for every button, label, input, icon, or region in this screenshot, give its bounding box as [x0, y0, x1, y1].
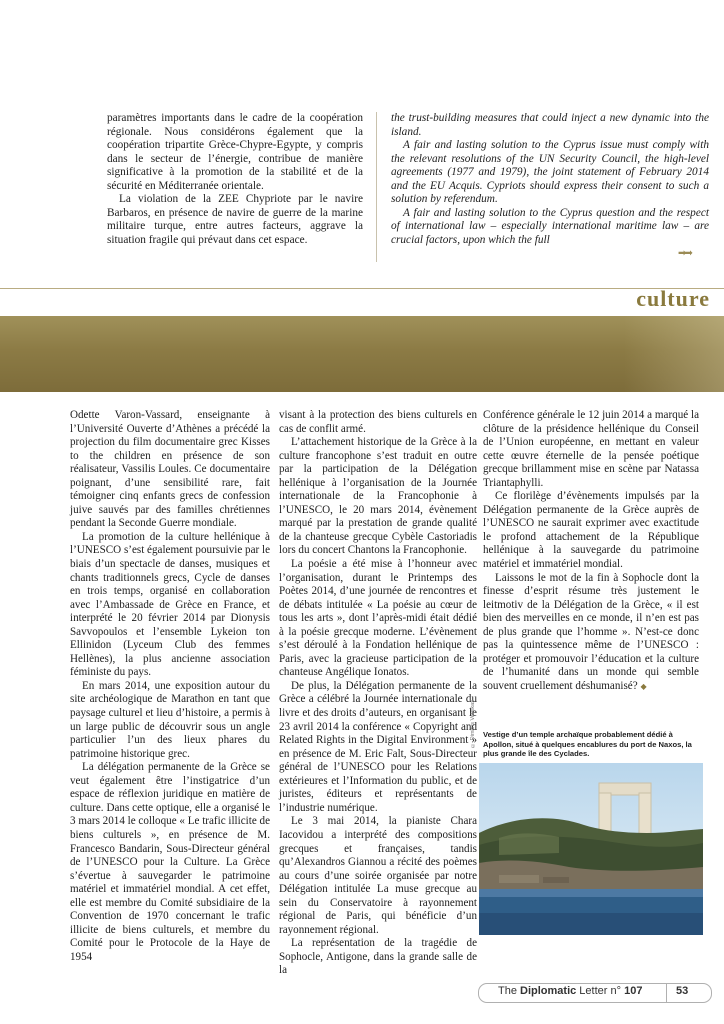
article-column-2 [279, 409, 477, 978]
section-title: culture [636, 286, 710, 311]
article-column-3 [483, 409, 699, 693]
paragraph: Ce florilège d’évènements impulsés par la Délégation permanente de la Grèce auprès de l’UNESCO ne saurait exprimer avec exactitude le profond attachement de la République hellénique à la sauvegarde du patrimoine matériel et immatériel mondial. [483, 490, 699, 571]
top-right-column [391, 112, 709, 247]
magazine-pre: The [498, 985, 521, 997]
paragraph: La poésie a été mise à l’honneur avec l’organisation, durant le Printemps des Poètes 2014, d’une journée de rencontres et de débats intitulée « La poésie au cœur de tous les arts », dont l’après-midi était dédié à la poésie grecque moderne. L’évènement s’est déroulé à la Fondation hellénique de Paris, avec la gracieuse participation de la chanteuse Angélique Ionatos. [279, 558, 477, 679]
paragraph: the trust-building measures that could inject a new dynamic into the island. [391, 112, 709, 138]
banner-highlight [624, 316, 724, 392]
photo-illustration [479, 763, 703, 935]
magazine-name [498, 985, 642, 997]
paragraph: paramètres importants dans le cadre de la coopération régionale. Nous considérons également que la coopération tripartite Grèce-Chypre-Egypte, y compris dans le secteur de l’énergie, contribue de manière significative à la promotion de la stabilité et de la sécurité en Méditerranée orientale. [107, 112, 363, 192]
paragraph: La violation de la ZEE Chypriote par le navire Barbaros, en présence de navire de guerre de la marine militaire turque, entre autres facteurs, aggrave la situation fragile qui prévaut dans cet espace. [107, 193, 363, 246]
page-number: 53 [676, 985, 689, 997]
paragraph: En mars 2014, une exposition autour du site archéologique de Marathon en tant que paysage culturel et lieu d’histoire, a permis à un large public de découvrir sous un angle particulier l’un des lieux phares du patrimoine historique grec. [70, 679, 270, 760]
paragraph: La représentation de la tragédie de Sophocle, Antigone, dans la grande salle de la [279, 937, 477, 977]
top-left-column [107, 112, 363, 247]
issue-number: 107 [624, 985, 643, 997]
paragraph: La promotion de la culture hellénique à l’UNESCO s’est également poursuivie par le biais d’un spectacle de danses, musiques et chants traditionnels grecs, Cycle de danses en trois temps, organisé en collaboration avec l’Ambassade de Grèce en France, et interprété le 20 février 2014 par Dionysis Savvopoulos et l’ensemble Lykeion ton Ellinidon (Lyceum Club des femmes Hellènes), la plus ancienne association féministe du pays. [70, 530, 270, 679]
paragraph: Le 3 mai 2014, la pianiste Chara Iacovidou a interprété des compositions grecques et françaises, tandis qu’Alexandros Giannou a récité des poèmes au cours d’une soirée organisée par notre Délégation intitulée La muse grecque au sein du Conservatoire à rayonnement régional de Paris, qui bénéficie d’un rayonnement régional. [279, 815, 477, 936]
section-rule [0, 288, 724, 289]
footer-separator [666, 984, 667, 1002]
paragraph: L’attachement historique de la Grèce à la culture francophone s’est traduit en outre par la participation de la Délégation hellénique à l’organisation de la Journée internationale de la Francophonie à l’UNESCO, le 20 mars 2014, évènement marqué par la prestation de grande qualité de la chanteuse grecque Cybèle Castoriadis lors du concert Chantons la Francophonie. [279, 436, 477, 557]
paragraph: La délégation permanente de la Grèce se veut également être l’instigatrice d’un espace de réflexion juridique en matière de culture. Dans cette optique, elle a organisé le 3 mars 2014 le colloque « Le trafic illicite de biens culturels », en présence de M. Francesco Bandarin, Sous-Directeur général de l’UNESCO pour la Culture. La Grèce s’évertue à sauvegarder le patrimoine matériel et immatériel mondial. A cet effet, elle est membre du Comité subsidiaire de la Convention de 1970 concernant le trafic illicite de biens culturels, et membre du Comité pour le Protocole de la Haye de 1954 [70, 761, 270, 963]
paragraph: A fair and lasting solution to the Cyprus issue must comply with the relevant resolutions of the UN Security Council, the high-level agreements (1977 and 1979), the joint statement of February 2014 and the EU Acquis. Cypriots should express their consent to such a solution by referendum. [391, 139, 709, 206]
paragraph: Conférence générale le 12 juin 2014 a marqué la clôture de la présidence hellénique du Conseil de l’Union européenne, en mettant en valeur cette œuvre éternelle de la pensée poétique grecque brillamment mise en scène par Natassa Triantaphylli. [483, 409, 699, 489]
paragraph [483, 572, 699, 694]
continue-arrow-icon: ➡➡ [678, 248, 691, 259]
magazine-post: Letter n° [576, 985, 625, 997]
section-banner [0, 316, 724, 392]
magazine-bold: Diplomatic [520, 985, 577, 997]
paragraph: De plus, la Délégation permanente de la Grèce a célébré la Journée internationale du livre et des droits d’auteurs, en organisant le 23 avril 2014 la conférence « Copyright and Related Rights in the Digital Environment » en présence de M. Eric Falt, Sous-Directeur général de l’UNESCO pour les Relations extérieures et l’Information du public, et de juristes, éditeurs et représentants de l’industrie numérique. [279, 679, 477, 814]
end-of-article-icon: ◆ [640, 681, 647, 691]
paragraph: A fair and lasting solution to the Cyprus question and the respect of international law – especially international maritime law – are crucial factors, upon which the full [391, 206, 709, 246]
column-divider [376, 112, 377, 262]
photo-credit: © Dimitris Vetsikas [470, 700, 476, 748]
paragraph: Odette Varon-Vassard, enseignante à l’Université Ouverte d’Athènes a précédé la projection du film documentaire grec Kisses to the children en présence de son réalisateur, Vassilis Loules. Ce documentaire poignant, d’une sensibilité rare, fait témoigner cinq enfants grecs de confession juive sauvés par des familles chrétiennes pendant la Seconde Guerre mondiale. [70, 409, 270, 530]
paragraph-text: Laissons le mot de la fin à Sophocle dont la finesse d’esprit résume très justement le leitmotiv de la Délégation de la Grèce, « il est bien des merveilles en ce monde, il n’en est pas de plus grande que l’homme ». N’est-ce donc pas la quintessence même de l’UNESCO : protéger et promouvoir l’éducation et la culture de l’humanité dans un monde qui semble souvent cruellement déshumanisé? [483, 571, 699, 692]
article-column-1 [70, 409, 270, 964]
paragraph: visant à la protection des biens culturels en cas de conflit armé. [279, 409, 477, 435]
photo-caption: Vestige d’un temple archaïque probablement dédié à Apollon, situé à quelques encablures du port de Naxos, la plus grande île des Cyclades. [483, 730, 692, 759]
naxos-portara-photo [479, 763, 703, 935]
